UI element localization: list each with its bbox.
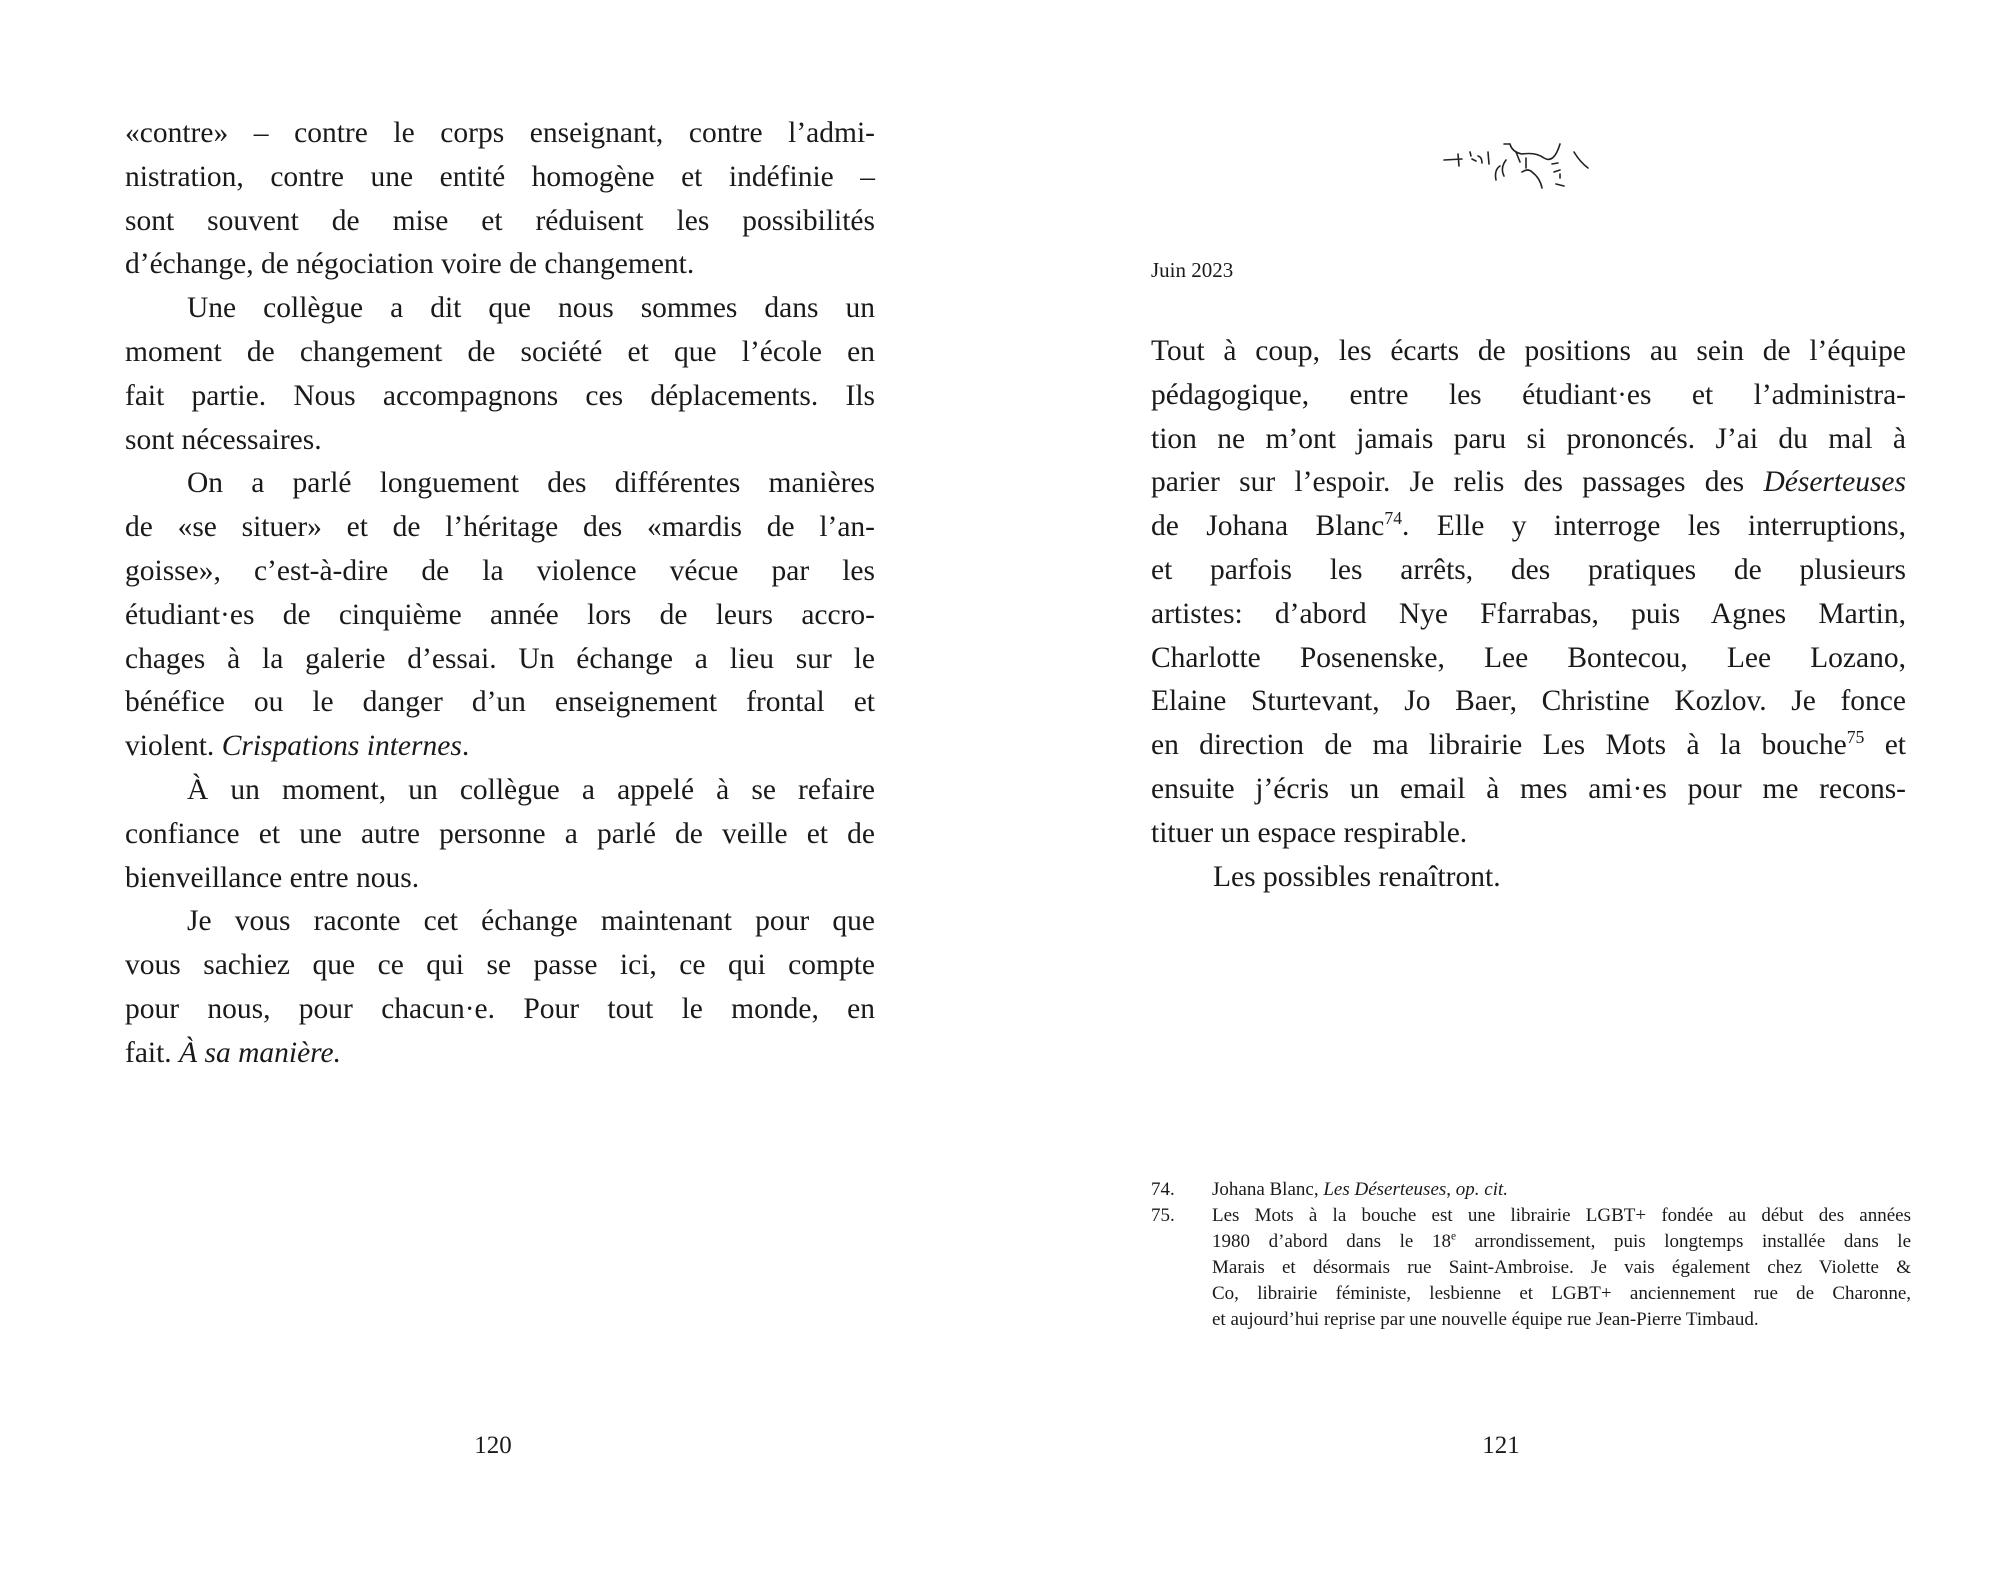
text-line: [125, 944, 875, 988]
footnotes: [1151, 1177, 1911, 1333]
text-line: [125, 375, 875, 419]
text-line: [1151, 856, 1906, 900]
text-segment: Elaine Sturtevant, Jo Baer, Christine Kozlov. Je fonce: [1151, 685, 1906, 718]
italic-text: op. cit.: [1455, 1179, 1509, 1200]
text-line: [1151, 330, 1906, 374]
text-segment: À un moment, un collègue a appelé à se refaire: [187, 773, 875, 806]
text-segment: nistration, contre une entité homogène et indéfinie –: [125, 160, 875, 193]
text-segment: pédagogique, entre les étudiant·es et l’administra-: [1151, 378, 1906, 411]
text-line: [1151, 418, 1906, 462]
right-body-text: [1151, 330, 1906, 899]
text-segment: Johana Blanc,: [1212, 1179, 1324, 1200]
text-line: [125, 331, 875, 375]
text-line: [125, 681, 875, 725]
text-line: [125, 156, 875, 200]
footnote-number: 75.: [1151, 1205, 1175, 1226]
text-line: [1151, 461, 1906, 505]
page-number-left: 120: [474, 1432, 512, 1459]
text-segment: .: [461, 730, 470, 763]
text-segment: et aujourd’hui reprise par une nouvelle équipe rue Jean-Pierre Timbaud.: [1212, 1309, 1759, 1330]
text-segment: 1980 d’abord dans le 18: [1212, 1231, 1451, 1252]
italic-text: Crispations internes: [221, 730, 462, 763]
text-segment: artistes: d’abord Nye Ffarrabas, puis Agnes Martin,: [1151, 597, 1906, 630]
footnote-reference: 75: [1846, 727, 1865, 748]
text-segment: Charlotte Posenenske, Lee Bontecou, Lee Lozano,: [1151, 641, 1906, 674]
text-segment: sont nécessaires.: [125, 423, 322, 456]
text-segment: en direction de ma librairie Les Mots à la bouche: [1151, 729, 1847, 762]
text-line: [1151, 812, 1906, 856]
text-line: [125, 112, 875, 156]
footnote-reference: e: [1450, 1230, 1457, 1243]
text-segment: Une collègue a dit que nous sommes dans un: [187, 292, 875, 325]
text-segment: vous sachiez que ce qui se passe ici, ce qui compte: [125, 949, 875, 982]
text-segment: sont souvent de mise et réduisent les possibilités: [125, 204, 875, 237]
text-segment: Marais et désormais rue Saint-Ambroise. Je vais également chez Violette &: [1212, 1257, 1911, 1278]
text-line: [1212, 1229, 1911, 1255]
text-segment: pour nous, pour chacun·e. Pour tout le monde, en: [125, 992, 875, 1025]
text-segment: Tout à coup, les écarts de positions au sein de l’équipe: [1151, 335, 1906, 367]
footnote-74: [1151, 1177, 1911, 1203]
text-segment: «contre» – contre le corps enseignant, contre l’admi-: [125, 117, 875, 149]
text-segment: ensuite j’écris un email à mes ami·es pour me recons-: [1151, 772, 1906, 805]
text-segment: Les possibles renaîtront.: [1213, 860, 1501, 893]
footnote-text: [1212, 1203, 1911, 1333]
text-line: [1212, 1307, 1911, 1333]
right-page: [1008, 0, 2016, 1575]
text-line: [125, 988, 875, 1032]
text-line: [125, 287, 875, 331]
text-segment: Co, librairie féministe, lesbienne et LGBT+ anciennement rue de Charonne,: [1212, 1283, 1911, 1304]
footnote-number: 74.: [1151, 1179, 1175, 1200]
text-line: [1212, 1255, 1911, 1281]
text-line: [125, 725, 875, 769]
text-segment: fait partie. Nous accompagnons ces déplacements. Ils: [125, 379, 875, 412]
text-line: [1151, 724, 1906, 768]
text-segment: bénéfice ou le danger d’un enseignement frontal et: [125, 686, 875, 719]
text-segment: de «se situer» et de l’héritage des «mardis de l’an-: [125, 511, 875, 544]
text-segment: étudiant·es de cinquième année lors de leurs accro-: [125, 598, 875, 631]
footnote-reference: 74: [1384, 508, 1403, 529]
text-line: [125, 857, 875, 901]
text-line: [1151, 505, 1906, 549]
text-segment: . Elle y interroge les interruptions,: [1402, 510, 1906, 543]
text-line: [125, 419, 875, 463]
italic-text: Déserteuses: [1763, 466, 1906, 499]
text-line: [1151, 768, 1906, 812]
text-segment: chages à la galerie d’essai. Un échange a lieu sur le: [125, 642, 875, 675]
text-line: [125, 550, 875, 594]
text-line: [1151, 680, 1906, 724]
text-line: [1212, 1177, 1911, 1203]
text-segment: Les Mots à la bouche est une librairie LGBT+ fondée au début des années: [1212, 1205, 1911, 1226]
text-segment: ,: [1446, 1179, 1456, 1200]
text-line: [125, 769, 875, 813]
left-body-text: [125, 112, 875, 1076]
text-line: [125, 813, 875, 857]
text-segment: moment de changement de société et que l’école en: [125, 335, 875, 368]
text-segment: violent.: [125, 730, 222, 763]
text-segment: confiance et une autre personne a parlé de veille et de: [125, 817, 875, 850]
text-line: [125, 900, 875, 944]
text-line: [125, 638, 875, 682]
text-segment: de Johana Blanc: [1151, 510, 1385, 543]
text-line: [1212, 1281, 1911, 1307]
text-line: [125, 243, 875, 287]
text-segment: tituer un espace respirable.: [1151, 816, 1468, 849]
text-segment: arrondissement, puis longtemps installée dans le: [1456, 1231, 1911, 1252]
text-segment: et parfois les arrêts, des pratiques de plusieurs: [1151, 553, 1906, 586]
italic-text: À sa manière.: [179, 1036, 342, 1069]
text-line: [1151, 374, 1906, 418]
text-line: [125, 506, 875, 550]
footnote-text: [1212, 1177, 1911, 1203]
text-segment: tion ne m’ont jamais paru si prononcés. J’ai du mal à: [1151, 422, 1906, 455]
text-segment: bienveillance entre nous.: [125, 861, 420, 894]
text-segment: goisse», c’est-à-dire de la violence vécue par les: [125, 554, 875, 587]
handwritten-signature: [1440, 130, 1600, 190]
footnote-75: [1151, 1203, 1911, 1333]
text-segment: et: [1864, 729, 1907, 762]
text-segment: d’échange, de négociation voire de changement.: [125, 248, 695, 281]
text-line: [1212, 1203, 1911, 1229]
entry-date: Juin 2023: [1151, 258, 1234, 282]
text-segment: fait.: [125, 1036, 180, 1069]
text-segment: Je vous raconte cet échange maintenant pour que: [187, 905, 875, 938]
text-segment: parier sur l’espoir. Je relis des passages des: [1151, 466, 1764, 499]
text-line: [125, 594, 875, 638]
text-line: [125, 462, 875, 506]
text-line: [125, 200, 875, 244]
page-number-right: 121: [1482, 1432, 1520, 1459]
text-segment: On a parlé longuement des différentes manières: [187, 467, 875, 500]
italic-text: Les Déserteuses: [1323, 1179, 1447, 1200]
text-line: [1151, 549, 1906, 593]
text-line: [125, 1032, 875, 1076]
text-line: [1151, 593, 1906, 637]
text-line: [1151, 637, 1906, 681]
